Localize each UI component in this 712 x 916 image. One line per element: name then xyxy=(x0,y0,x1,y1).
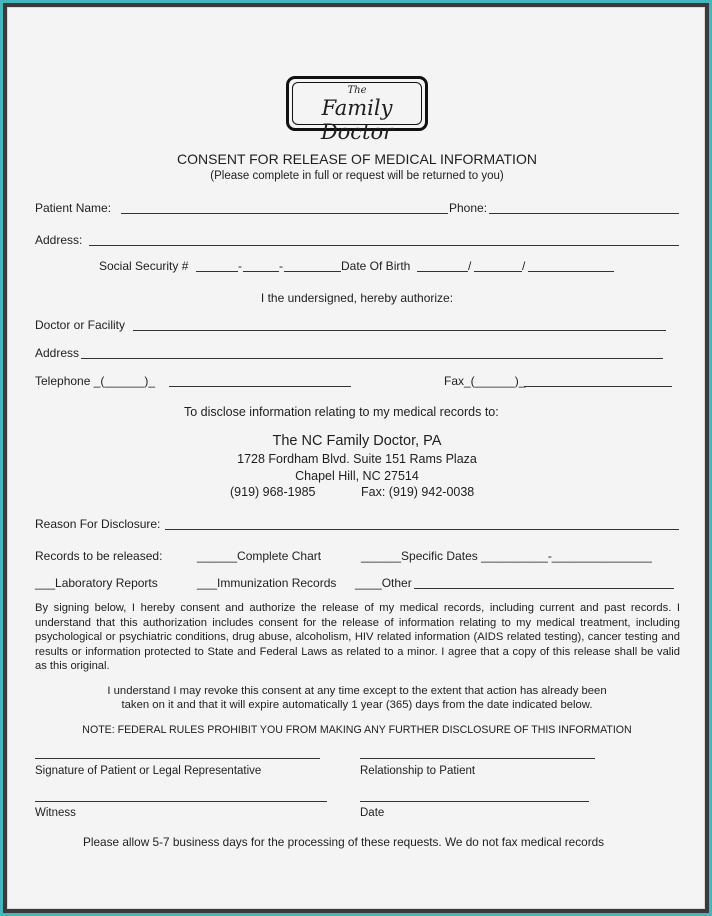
signature-label: Signature of Patient or Legal Representative xyxy=(35,765,262,777)
date-field[interactable] xyxy=(360,801,589,802)
form-title: CONSENT FOR RELEASE OF MEDICAL INFORMATION xyxy=(177,151,537,167)
ssn-field-part2[interactable] xyxy=(243,271,279,272)
revoke-statement-line1: I understand I may revoke this consent at any time except to the extent that action has already been xyxy=(107,685,607,697)
patient-name-label: Patient Name: xyxy=(35,201,112,215)
relationship-field[interactable] xyxy=(360,758,595,759)
dob-field-day[interactable] xyxy=(474,271,522,272)
witness-label: Witness xyxy=(35,807,76,819)
logo-name-text: Family Doctor xyxy=(320,96,394,144)
fax-field[interactable] xyxy=(524,386,672,387)
patient-address-label: Address: xyxy=(35,233,83,247)
logo-the-text: The xyxy=(347,85,367,96)
reason-label: Reason For Disclosure: xyxy=(35,517,161,531)
witness-field[interactable] xyxy=(35,801,327,802)
authorize-statement: I the undersigned, hereby authorize: xyxy=(260,291,454,305)
reason-field[interactable] xyxy=(165,529,679,530)
facility-address-label: Address xyxy=(35,346,80,360)
family-doctor-logo xyxy=(286,76,428,144)
footer-note: Please allow 5-7 business days for the processing of these requests. We do not fax medical records xyxy=(83,835,605,849)
consent-form-page xyxy=(7,7,705,909)
dob-field-year[interactable] xyxy=(528,271,614,272)
complete-chart-option[interactable]: ______Complete Chart xyxy=(197,549,322,563)
dob-label: Date Of Birth xyxy=(341,259,411,273)
doctor-facility-label: Doctor or Facility xyxy=(35,318,126,332)
ssn-field-part1[interactable] xyxy=(196,271,238,272)
form-subtitle: (Please complete in full or request will be returned to you) xyxy=(210,170,504,182)
date-label: Date xyxy=(360,807,385,819)
fax-label: Fax_(______)_ xyxy=(444,374,526,388)
other-field[interactable] xyxy=(414,588,674,589)
records-label: Records to be released: xyxy=(35,549,163,563)
dob-separator-2: / xyxy=(522,259,526,273)
telephone-label: Telephone _(______)_ xyxy=(35,374,156,388)
ssn-separator-1: - xyxy=(238,259,242,273)
phone-label: Phone: xyxy=(449,201,488,215)
disclose-statement: To disclose information relating to my medical records to: xyxy=(184,405,499,419)
ssn-field-part3[interactable] xyxy=(284,271,341,272)
telephone-field[interactable] xyxy=(169,386,351,387)
recipient-street: 1728 Fordham Blvd. Suite 151 Rams Plaza xyxy=(237,452,477,466)
dob-separator-1: / xyxy=(468,259,472,273)
relationship-label: Relationship to Patient xyxy=(360,765,476,777)
other-option[interactable]: ____Other xyxy=(355,576,412,590)
specific-dates-option[interactable]: ______Specific Dates __________-_______________ xyxy=(361,549,652,563)
laboratory-reports-option[interactable]: ___Laboratory Reports xyxy=(35,576,158,590)
recipient-fax: Fax: (919) 942-0038 xyxy=(361,485,475,499)
recipient-phone: (919) 968-1985 xyxy=(230,485,316,499)
federal-rules-note: NOTE: FEDERAL RULES PROHIBIT YOU FROM MAKING ANY FURTHER DISCLOSURE OF THIS INFORMATION xyxy=(82,724,632,736)
consent-paragraph: By signing below, I hereby consent and authorize the release of my medical records, including current and past records. I understand that this authorization includes consent for the release of information relating to my medical treatment, including psychological or psychiatric conditions, drug abuse, alcoholism, HIV related information (AIDS related testing), cancer testing and results or information protected to State and Federal Laws as related to a minor. I agree that a copy of this release shall be valid as this original. xyxy=(35,602,680,672)
doctor-facility-field[interactable] xyxy=(133,330,666,331)
dob-field-month[interactable] xyxy=(417,271,468,272)
recipient-name: The NC Family Doctor, PA xyxy=(272,433,442,449)
ssn-label: Social Security # xyxy=(99,259,189,273)
facility-address-field[interactable] xyxy=(81,358,663,359)
revoke-statement-line2: taken on it and that it will expire automatically 1 year (365) days from the date indicated below. xyxy=(121,699,593,711)
recipient-city: Chapel Hill, NC 27514 xyxy=(295,469,419,483)
signature-field[interactable] xyxy=(35,758,320,759)
logo-inner-border xyxy=(292,82,422,144)
phone-field[interactable] xyxy=(489,213,679,214)
patient-name-field[interactable] xyxy=(121,213,448,214)
ssn-separator-2: - xyxy=(279,259,283,273)
immunization-records-option[interactable]: ___Immunization Records xyxy=(197,576,337,590)
patient-address-field[interactable] xyxy=(89,245,679,246)
